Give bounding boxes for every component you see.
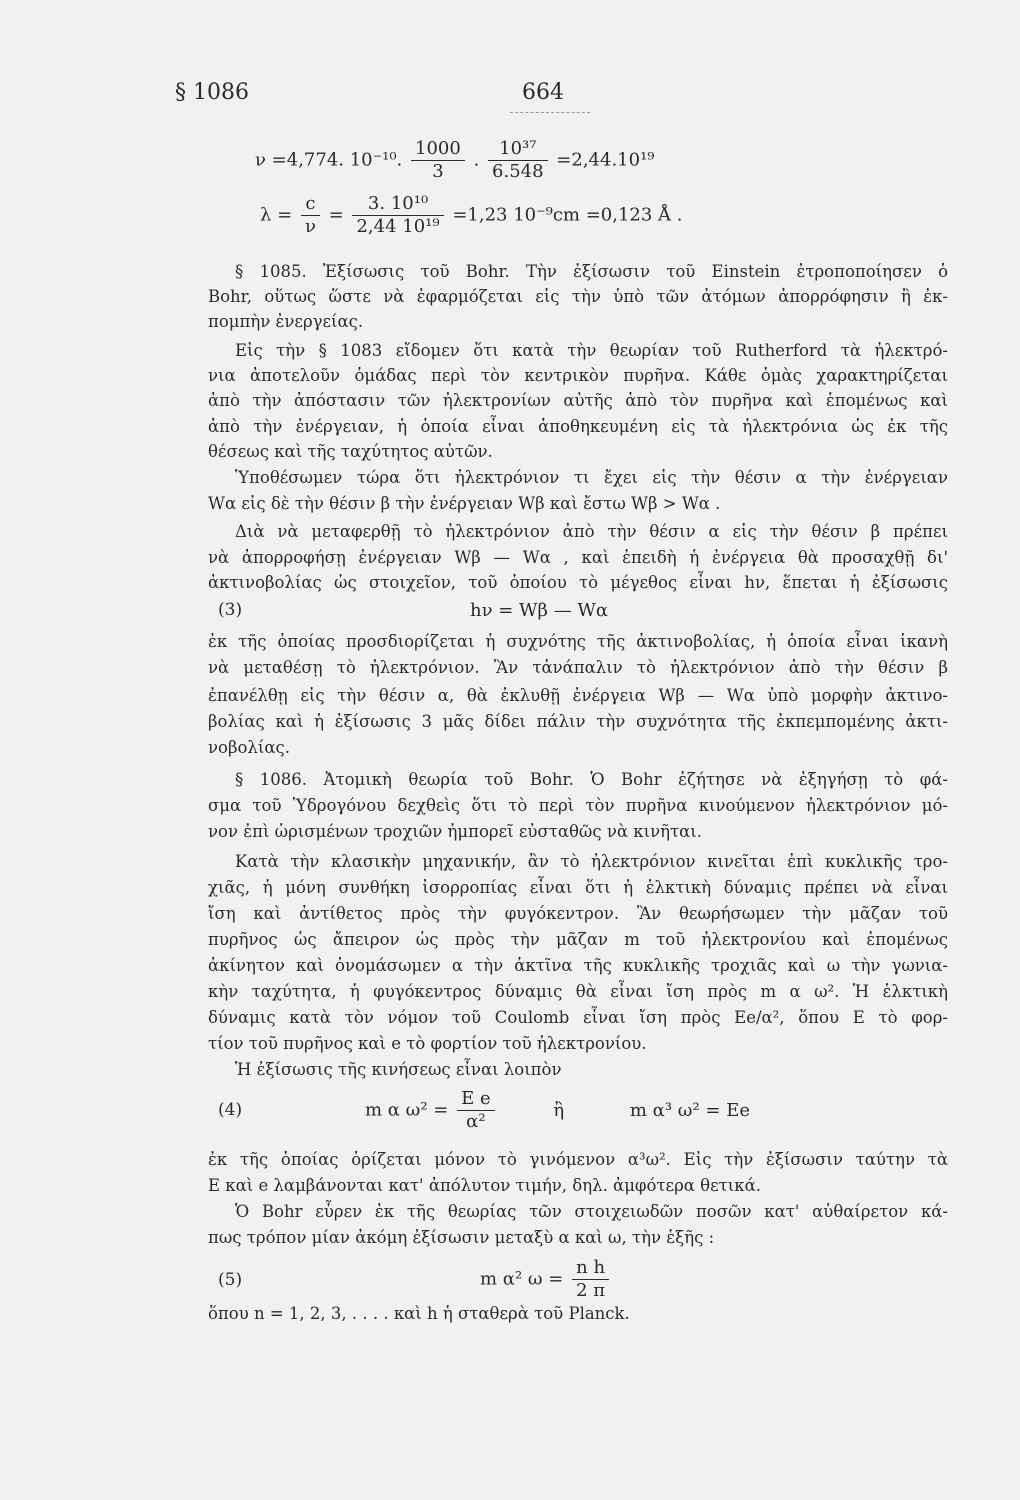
text-line: νὰ ἀπορροφήσῃ ἐνέργειαν Wβ — Wα , καὶ ἐπειδὴ ἡ ἐνέργεια θὰ προσαχθῇ δι' (208, 548, 948, 567)
text-line: σμα τοῦ Ὑδρογόνου δεχθεὶς ὅτι τὸ περὶ τὸν πυρῆνα κινούμενον ἠλεκτρόνιον μό- (208, 796, 948, 815)
text-line: χιᾶς, ἡ μόνη συνθήκη ἰσορροπίας εἶναι ὅτι ἡ ἑλκτικὴ δύναμις πρέπει νὰ εἶναι (208, 878, 948, 897)
text-line: Εἰς τὴν § 1083 εἴδομεν ὅτι κατὰ τὴν θεωρίαν τοῦ Rutherford τὰ ἠλεκτρό- (235, 341, 948, 360)
section-number: § 1086 (175, 80, 249, 105)
section-heading-line: § 1086. Ἀτομικὴ θεωρία τοῦ Bohr. Ὁ Bohr ἐζήτησε νὰ ἐξηγήσῃ τὸ φά- (235, 770, 948, 789)
equation-wavelength: λ = $\frac{c}{\nu}$ = $\frac{\text{3. 10¹⁰}}{\text{2,44 10¹⁹}}$ =1,23 10⁻⁹cm =0,123 Å . (260, 193, 683, 237)
text-line: κὴν ταχύτητα, ἡ φυγόκεντρος δύναμις θὰ εἶναι ἴση πρὸς m α ω². Ἡ ἑλκτικὴ (208, 982, 948, 1001)
equation-5: m α² ω = $\frac{\text{n h}}{2 \pi}$ (480, 1257, 612, 1302)
text-line: Ὁ Bohr εὗρεν ἐκ τῆς θεωρίας τῶν στοιχειωδῶν ποσῶν κατ' αὐθαίρετον κά- (235, 1202, 948, 1221)
text-line: ὅπου n = 1, 2, 3, . . . . καὶ h ἡ σταθερὰ τοῦ Planck. (208, 1304, 630, 1323)
text-line: πυρῆνος ὡς ἄπειρον ὡς πρὸς τὴν μᾶζαν m τοῦ ἠλεκτρονίου καὶ ἑπομένως (208, 930, 948, 949)
fraction: $\frac{\text{E e}}{\text{α²}}$ (457, 1088, 495, 1133)
text-line: νὰ μεταθέσῃ τὸ ἠλεκτρόνιον. Ἂν τἀνάπαλιν τὸ ἠλεκτρόνιον ἀπὸ τὴν θέσιν β (208, 658, 948, 677)
fraction: $\frac{1000}{3}$ (411, 138, 465, 183)
text-line: Bohr, οὕτως ὥστε νὰ ἐφαρμόζεται εἰς τὴν ὑπὸ τῶν ἀτόμων ἀπορρόφησιν ἢ ἐκ- (208, 287, 948, 306)
text-line: ἐκ τῆς ὁποίας ὁρίζεται μόνον τὸ γινόμενον α³ω². Εἰς τὴν ἐξίσωσιν ταύτην τὰ (208, 1150, 948, 1169)
text-line: E καὶ e λαμβάνονται κατ' ἀπόλυτον τιμήν, δηλ. ἀμφότερα θετικά. (208, 1176, 761, 1195)
text-line: πως τρόπον μίαν ἀκόμη ἐξίσωσιν μεταξὺ α καὶ ω, τὴν ἑξῆς : (208, 1228, 715, 1247)
header-rule (510, 112, 590, 113)
text-line: ἐπανέλθῃ εἰς τὴν θέσιν α, θὰ ἐκλυθῇ ἐνέργεια Wβ — Wα ὑπὸ μορφὴν ἀκτινο- (208, 686, 948, 705)
equation-3: hν = Wβ — Wα (470, 600, 609, 621)
text-line: Ὑποθέσωμεν τώρα ὅτι ἠλεκτρόνιον τι ἔχει εἰς τὴν θέσιν α τὴν ἐνέργειαν (235, 468, 948, 487)
equation-label-5: (5) (218, 1270, 243, 1290)
text-line: νια ἀποτελοῦν ὁμάδας περὶ τὸν κεντρικὸν πυρῆνα. Κάθε ὁμὰς χαρακτηρίζεται (208, 366, 948, 385)
text-line: ἐκ τῆς ὁποίας προσδιορίζεται ἡ συχνότης τῆς ἀκτινοβολίας, ἡ ὁποία εἶναι ἱκανὴ (208, 632, 948, 651)
text-line: νον ἐπὶ ὡρισμένων τροχιῶν ἠμπορεῖ εὐσταθῶς νὰ κινῆται. (208, 822, 702, 841)
equation-4: m α ω² = $\frac{\text{E e}}{\text{α²}}$ ἢ m α³ ω² = Ee (365, 1088, 750, 1132)
text-line: δύναμις κατὰ τὸν νόμον τοῦ Coulomb εἶναι ἴση πρὸς Ee/α², ὅπου E τὸ φορ- (208, 1008, 948, 1027)
equation-label-3: (3) (218, 600, 243, 620)
text-line: Κατὰ τὴν κλασικὴν μηχανικήν, ἂν τὸ ἠλεκτρόνιον κινεῖται ἐπὶ κυκλικῆς τρο- (235, 852, 948, 871)
text-line: τίον τοῦ πυρῆνος καὶ e τὸ φορτίον τοῦ ἠλεκτρονίου. (208, 1034, 647, 1053)
text-line: Ἡ ἐξίσωσις τῆς κινήσεως εἶναι λοιπὸν (235, 1060, 562, 1079)
fraction: $\frac{\text{n h}}{2 \pi}$ (572, 1257, 609, 1302)
text-line: πομπὴν ἐνεργείας. (208, 312, 364, 331)
text-line: § 1085. Ἐξίσωσις τοῦ Bohr. Τὴν ἐξίσωσιν τοῦ Einstein ἐτροποποίησεν ὁ (235, 262, 948, 281)
text-line: ἀκτινοβολίας ὡς στοιχεῖον, τοῦ ὁποίου τὸ μέγεθος εἶναι hν, ἕπεται ἡ ἐξίσωσις (208, 573, 948, 592)
fraction: $\frac{\text{3. 10¹⁰}}{\text{2,44 10¹⁹}}$ (352, 193, 443, 238)
text-line: Διὰ νὰ μεταφερθῇ τὸ ἠλεκτρόνιον ἀπὸ τὴν θέσιν α εἰς τὴν θέσιν β πρέπει (235, 522, 948, 541)
text-line: θέσεως καὶ τῆς ταχύτητος αὐτῶν. (208, 442, 493, 461)
text-line: νοβολίας. (208, 738, 290, 757)
text-line: ἀκίνητον καὶ ὀνομάσωμεν α τὴν ἀκτῖνα τῆς κυκλικῆς τροχιᾶς καὶ ω τὴν γωνια- (208, 956, 948, 975)
text-line: βολίας καὶ ἡ ἐξίσωσις 3 μᾶς δίδει πάλιν τὴν συχνότητα τῆς ἐκπεμπομένης ἀκτι- (208, 712, 948, 731)
text-line: Wα εἰς δὲ τὴν θέσιν β τὴν ἐνέργειαν Wβ καὶ ἔστω Wβ > Wα . (208, 494, 721, 513)
page-number: 664 (522, 80, 564, 105)
fraction: $\frac{\text{10³⁷}}{6.548}$ (488, 138, 548, 183)
text-line: ἴση καὶ ἀντίθετος πρὸς τὴν φυγόκεντρον. Ἂν θεωρήσωμεν τὴν μᾶζαν τοῦ (208, 904, 948, 923)
text-line: ἀπὸ τὴν ἐνέργειαν, ἡ ὁποία εἶναι ἀποθηκευμένη εἰς τὰ ἠλεκτρόνια ὡς ἐκ τῆς (208, 417, 948, 436)
equation-frequency: ν =4,774. 10⁻¹⁰. $\frac{1000}{3}$ . $\frac{\text{10³⁷}}{6.548}$ =2,44.10¹⁹ (255, 138, 655, 182)
fraction: $\frac{c}{\nu}$ (301, 193, 320, 238)
equation-label-4: (4) (218, 1100, 243, 1120)
text-line: ἀπὸ τὴν ἀπόστασιν τῶν ἠλεκτρονίων αὐτῆς ἀπὸ τὸν πυρῆνα καὶ ἑπομένως καὶ (208, 391, 948, 410)
